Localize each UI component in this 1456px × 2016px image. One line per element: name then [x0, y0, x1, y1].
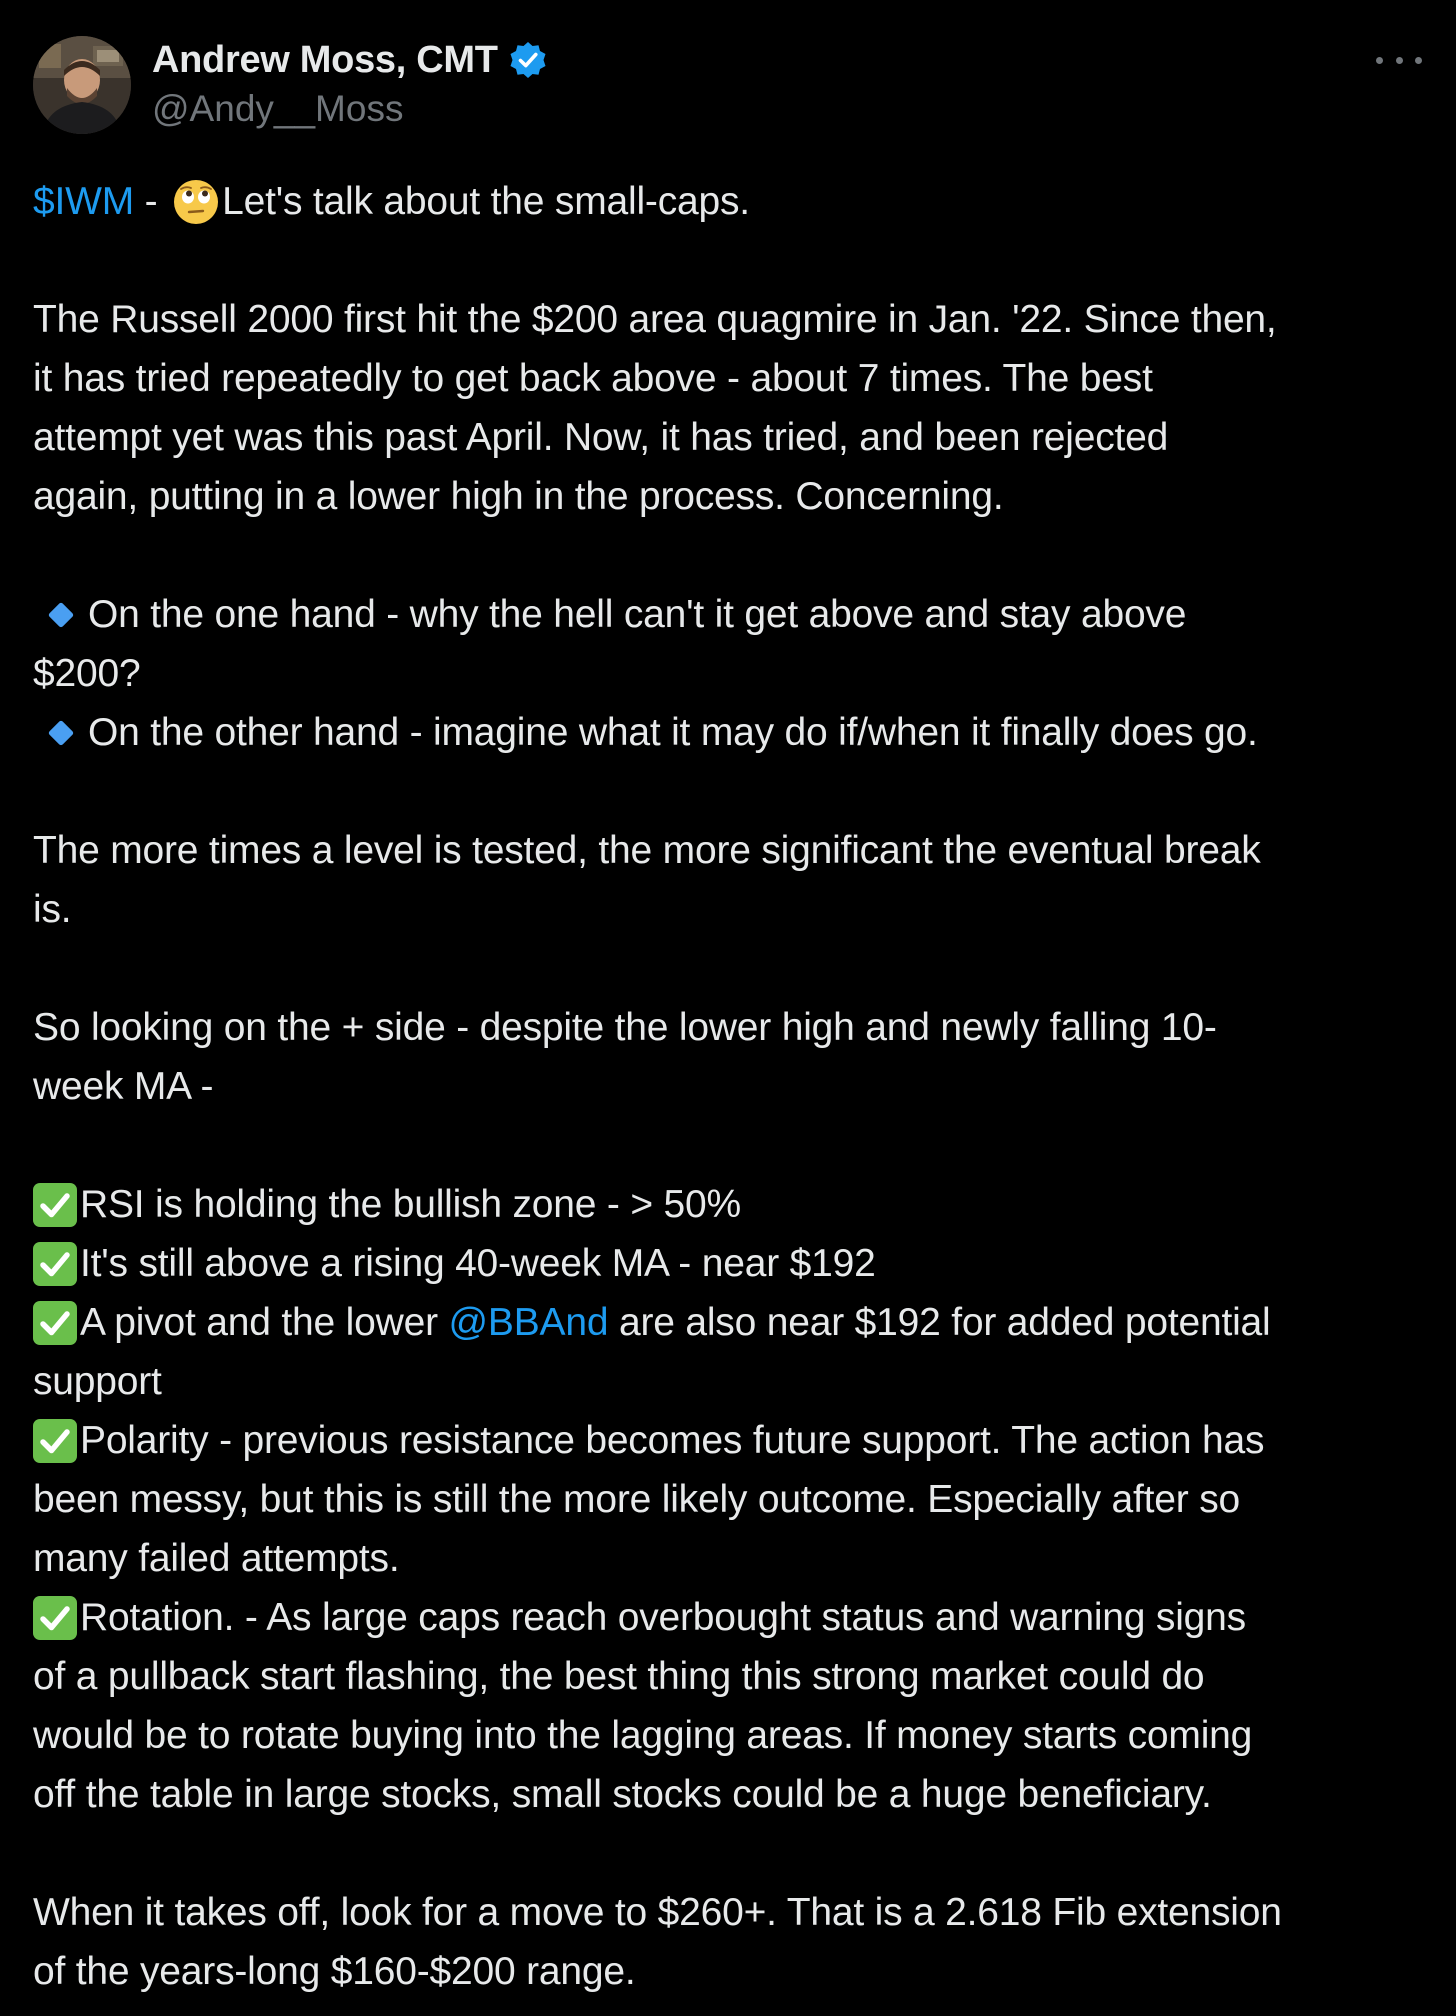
paragraph-gap [33, 762, 1443, 821]
check-text: are also near $192 for added potential [608, 1301, 1271, 1344]
avatar[interactable] [33, 36, 131, 134]
check-mark-button-icon [33, 1301, 77, 1345]
check-continuation: would be to rotate buying into the lagging areas. If money starts coming [33, 1714, 1253, 1757]
bullet-continuation: $200? [33, 652, 141, 695]
tweet-line: So looking on the + side - despite the lower high and newly falling 10- [33, 1006, 1217, 1049]
tweet-line [33, 172, 1443, 231]
user-handle[interactable]: @Andy__Moss [152, 88, 404, 129]
bullet-text: On the one hand - why the hell can't it get above and stay above [88, 593, 1187, 636]
avatar-photo [33, 36, 131, 134]
check-continuation: off the table in large stocks, small stocks could be a huge beneficiary. [33, 1773, 1212, 1816]
check-text: A pivot and the lower [80, 1301, 449, 1344]
check-line [33, 1234, 1443, 1293]
tweet-line-text: Let's talk about the small-caps. [222, 180, 750, 223]
tweet-line: When it takes off, look for a move to $260+. That is a 2.618 Fib extension [33, 1891, 1282, 1934]
paragraph-gap [33, 1116, 1443, 1175]
tweet-line: attempt yet was this past April. Now, it has tried, and been rejected [33, 416, 1169, 459]
author-block [152, 36, 1252, 130]
cashtag-link[interactable]: $IWM [33, 180, 135, 223]
tweet-line: of the years-long $160-$200 range. [33, 1950, 636, 1993]
check-text: Rotation. - As large caps reach overbought status and warning signs [80, 1596, 1246, 1639]
tweet-line: it has tried repeatedly to get back above - about 7 times. The best [33, 357, 1153, 400]
tweet-line: week MA - [33, 1065, 214, 1108]
tweet-line: The Russell 2000 first hit the $200 area quagmire in Jan. '22. Since then, [33, 298, 1277, 341]
check-text: It's still above a rising 40-week MA - near $192 [80, 1242, 876, 1285]
check-text: Polarity - previous resistance becomes future support. The action has [80, 1419, 1265, 1462]
tweet-line: The more times a level is tested, the more significant the eventual break [33, 829, 1261, 872]
paragraph-gap [33, 939, 1443, 998]
bullet-line [33, 703, 1443, 762]
more-horizontal-icon [1376, 57, 1383, 64]
check-continuation: been messy, but this is still the more likely outcome. Especially after so [33, 1478, 1240, 1521]
tweet-line: is. [33, 888, 72, 931]
check-mark-button-icon [33, 1242, 77, 1286]
check-continuation: support [33, 1360, 162, 1403]
more-horizontal-icon [1396, 57, 1403, 64]
more-horizontal-icon [1415, 57, 1422, 64]
name-row [152, 36, 1252, 84]
check-mark-button-icon [33, 1419, 77, 1463]
paragraph-gap [33, 526, 1443, 585]
tweet-line-separator: - [134, 180, 169, 223]
check-mark-button-icon [33, 1596, 77, 1640]
paragraph-gap [33, 1824, 1443, 1883]
small-blue-diamond-icon [48, 719, 74, 745]
check-continuation: of a pullback start flashing, the best thing this strong market could do [33, 1655, 1205, 1698]
mention-link[interactable]: @BBAnd [448, 1301, 609, 1344]
face-with-rolling-eyes-icon [172, 178, 220, 226]
check-text: RSI is holding the bullish zone - > 50% [80, 1183, 742, 1226]
check-mark-button-icon [33, 1183, 77, 1227]
paragraph-gap [33, 231, 1443, 290]
more-options-button[interactable] [1376, 48, 1422, 72]
check-line [33, 1175, 1443, 1234]
display-name[interactable]: Andrew Moss, CMT [152, 38, 498, 81]
small-blue-diamond-icon [48, 601, 74, 627]
bullet-text: On the other hand - imagine what it may do if/when it finally does go. [88, 711, 1258, 754]
tweet-line: again, putting in a lower high in the process. Concerning. [33, 475, 1004, 518]
bullet-line [33, 585, 1443, 644]
check-line [33, 1293, 1443, 1352]
check-line [33, 1411, 1443, 1470]
check-continuation: many failed attempts. [33, 1537, 400, 1580]
tweet-text [33, 172, 1443, 2001]
check-line [33, 1588, 1443, 1647]
verified-badge-icon[interactable] [508, 40, 548, 80]
